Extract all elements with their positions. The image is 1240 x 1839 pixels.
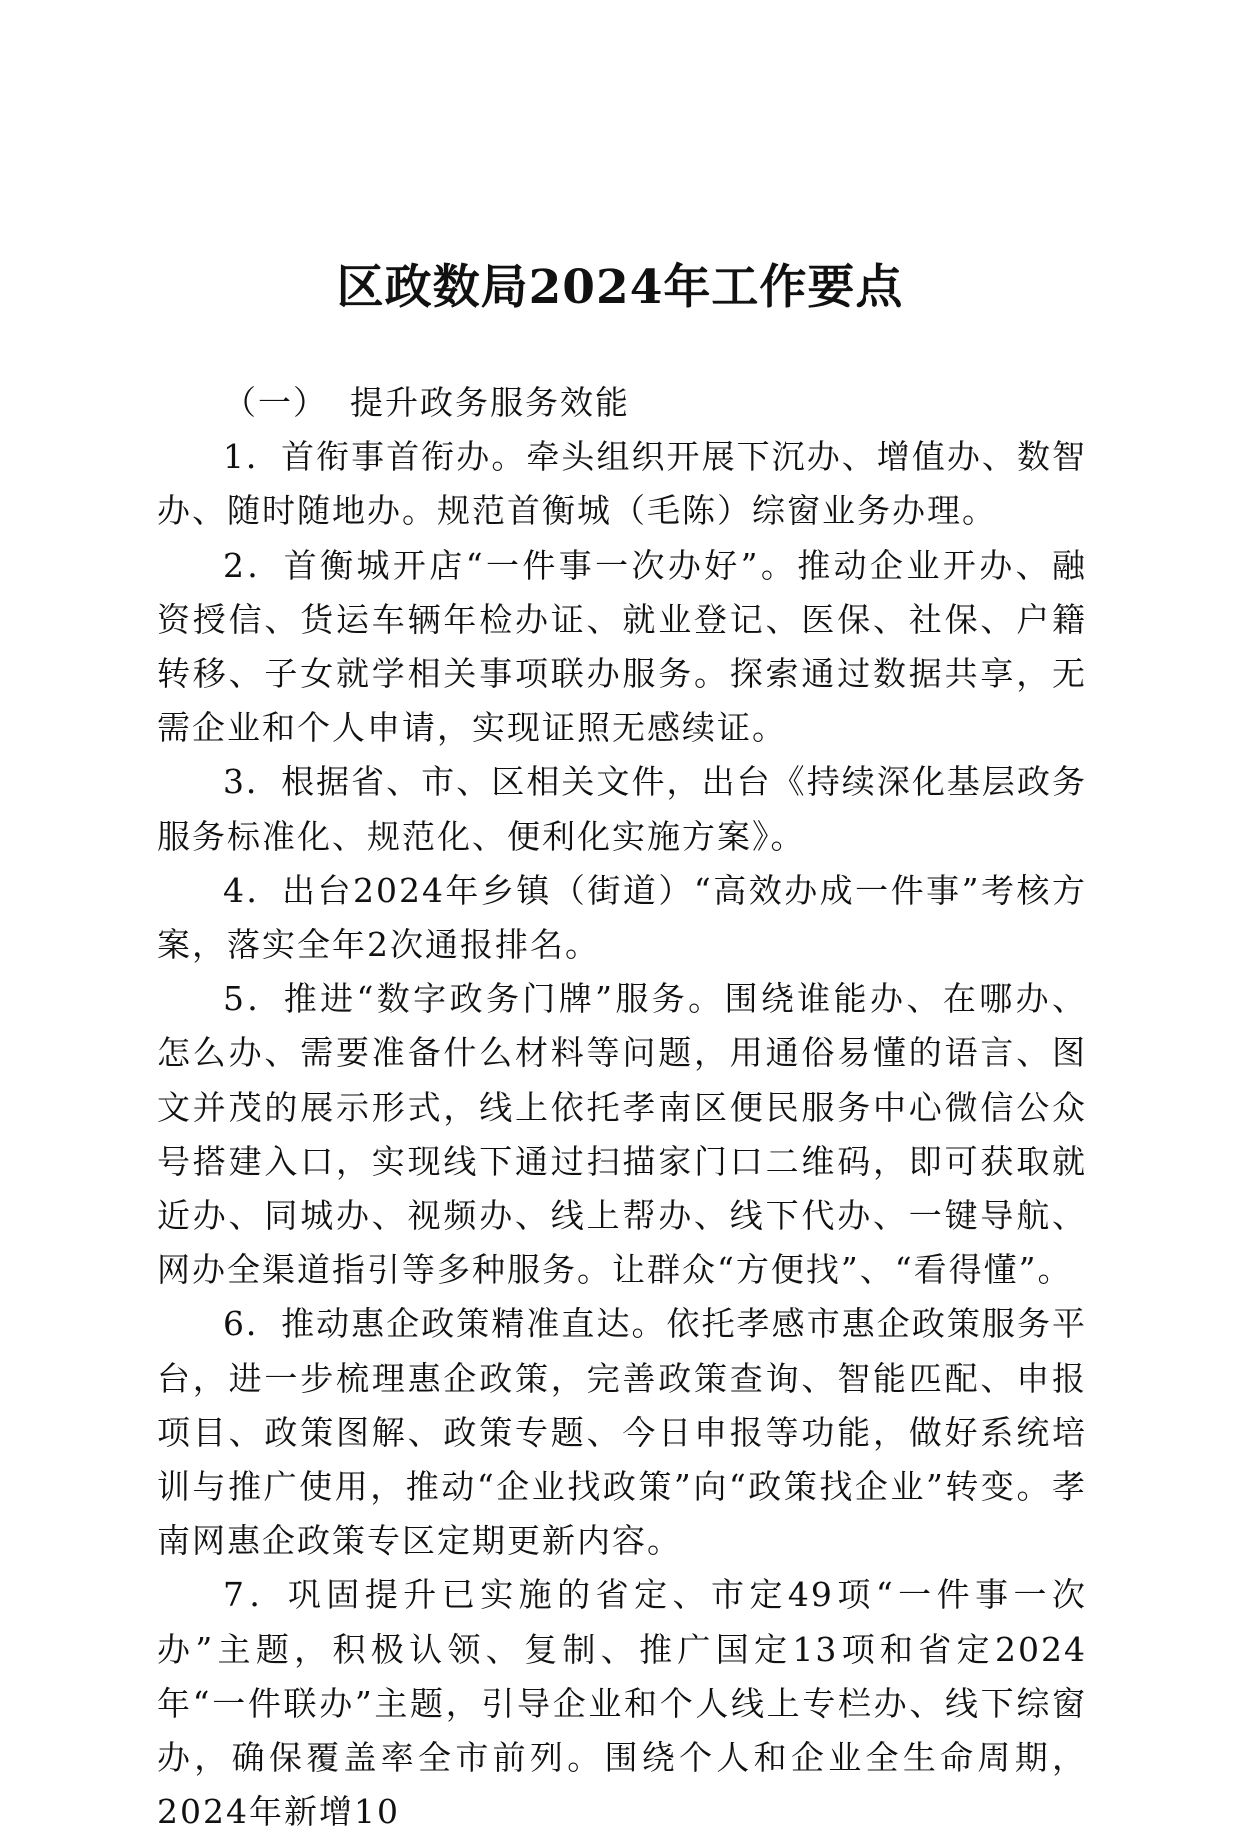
paragraph-7: 7．巩固提升已实施的省定、市定49项“一件事一次办”主题，积极认领、复制、推广国定13项和省定2024年“一件联办”主题，引导企业和个人线上专栏办、线下综窗办，确保覆盖率全市前列。围绕个人和企业全生命周期，2024年新增10 bbox=[157, 1575, 1087, 1832]
paragraph-3: 3．根据省、市、区相关文件，出台《持续深化基层政务服务标准化、规范化、便利化实施方案》。 bbox=[157, 762, 1087, 856]
paragraph-4: 4．出台2024年乡镇（街道）“高效办成一件事”考核方案，落实全年2次通报排名。 bbox=[157, 870, 1087, 965]
document-body bbox=[157, 376, 1087, 1839]
paragraph-5: 5．推进“数字政务门牌”服务。围绕谁能办、在哪办、怎么办、需要准备什么材料等问题，用通俗易懂的语言、图文并茂的展示形式，线上依托孝南区便民服务中心微信公众号搭建入口，实现线下通过扫描家门口二维码，即可获取就近办、同城办、视频办、线上帮办、线下代办、一键导航、网办全渠道指引等多种服务。让群众“方便找”、“看得懂”。 bbox=[157, 979, 1087, 1290]
paragraph-1: 1．首衔事首衔办。牵头组织开展下沉办、增值办、数智办、随时随地办。规范首衡城（毛陈）综窗业务办理。 bbox=[157, 437, 1087, 531]
paragraph-6: 6．推动惠企政策精准直达。依托孝感市惠企政策服务平台，进一步梳理惠企政策，完善政策查询、智能匹配、申报项目、政策图解、政策专题、今日申报等功能，做好系统培训与推广使用，推动“企业找政策”向“政策找企业”转变。孝南网惠企政策专区定期更新内容。 bbox=[157, 1304, 1087, 1561]
section-number: （一） bbox=[223, 383, 328, 422]
paragraph-2: 2．首衡城开店“一件事一次办好”。推动企业开办、融资授信、货运车辆年检办证、就业登记、医保、社保、户籍转移、子女就学相关事项联办服务。探索通过数据共享，无需企业和个人申请，实现证照无感续证。 bbox=[157, 545, 1087, 748]
section-heading-text: 提升政务服务效能 bbox=[350, 383, 630, 422]
document-title: 区政数局2024年工作要点 bbox=[336, 260, 904, 315]
section-heading bbox=[157, 376, 1087, 430]
